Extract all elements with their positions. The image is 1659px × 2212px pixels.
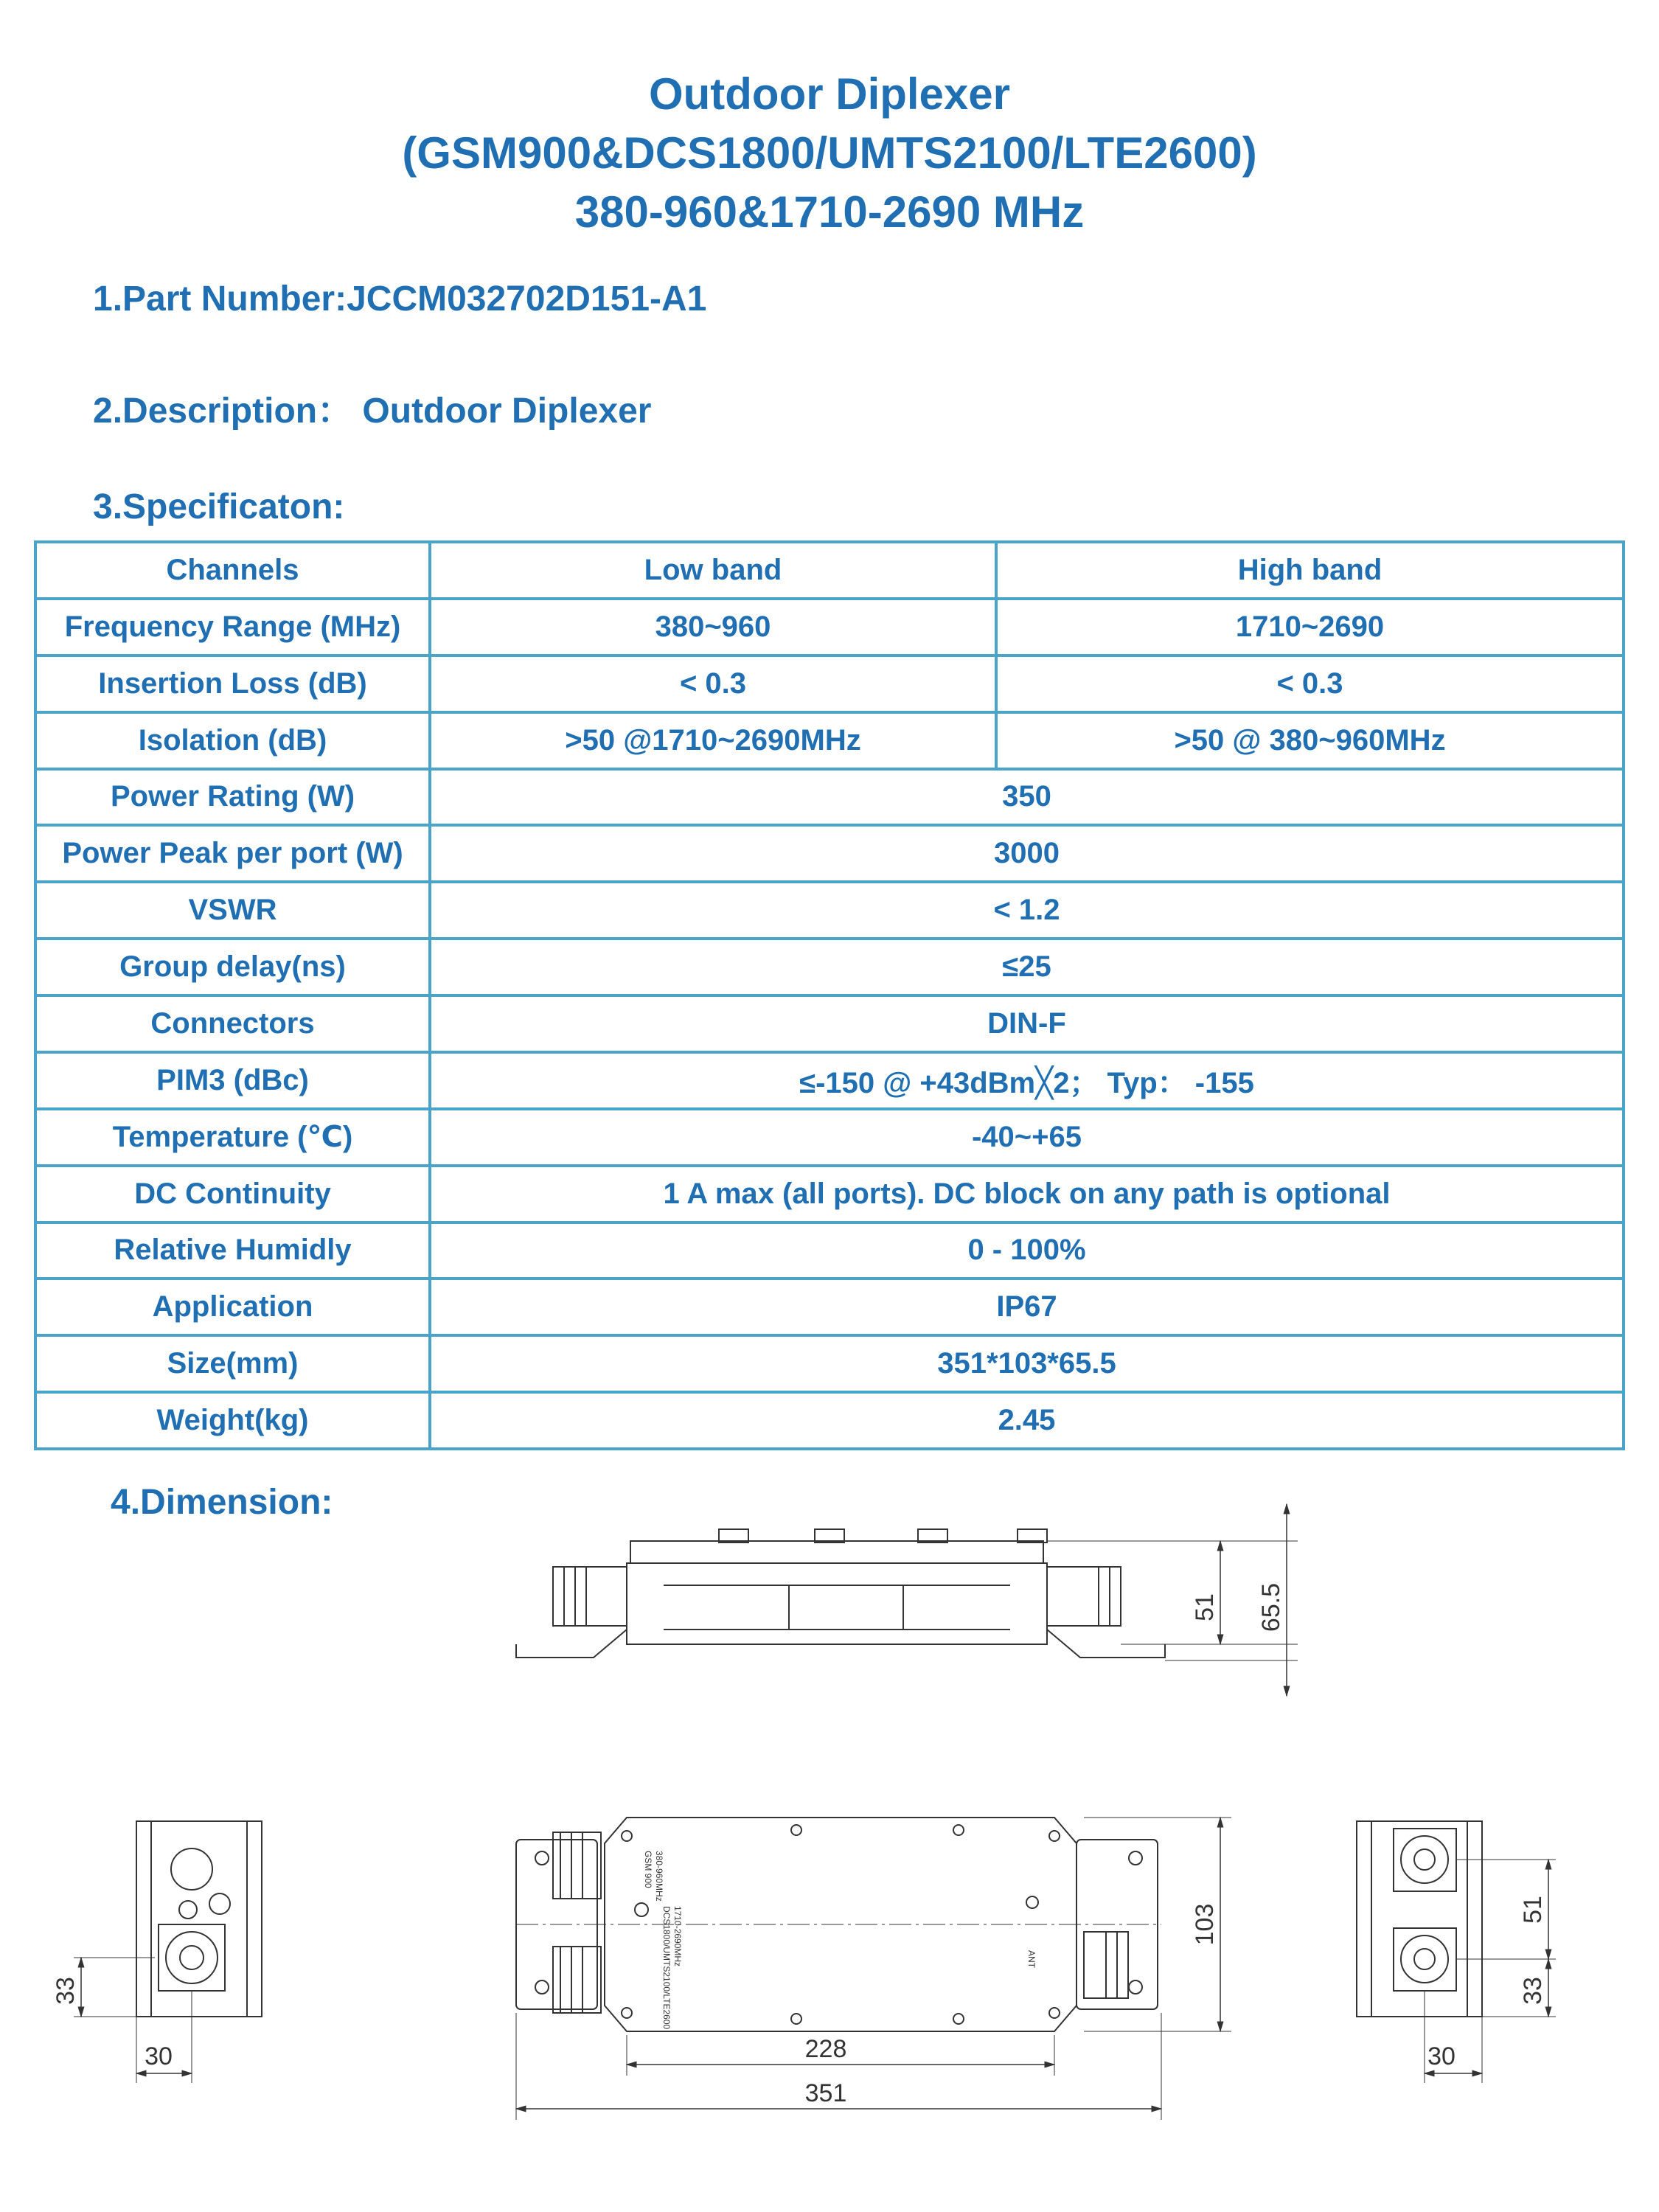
side-view-top-rail — [630, 1541, 1043, 1563]
row-value: < 1.2 — [430, 882, 1624, 939]
side-view-body — [627, 1563, 1047, 1644]
low-band-value: < 0.3 — [430, 655, 996, 712]
row-label: Power Peak per port (W) — [35, 825, 430, 882]
low-band-value: >50 @1710~2690MHz — [430, 712, 996, 769]
header-channels: Channels — [35, 542, 430, 599]
dim-side-51: 51 — [1191, 1593, 1219, 1621]
row-label: Size(mm) — [35, 1335, 430, 1392]
header-high-band: High band — [996, 542, 1624, 599]
dim-side-65-5: 65.5 — [1257, 1582, 1285, 1632]
row-label: PIM3 (dBc) — [35, 1052, 430, 1109]
row-value: 0 - 100% — [430, 1222, 1624, 1279]
label-gsm: GSM 900 — [643, 1851, 653, 1888]
side-view-bracket-left — [516, 1630, 627, 1658]
end-view-left-port-upper — [171, 1848, 212, 1890]
description: 2.Description： Outdoor Diplexer — [93, 392, 652, 431]
top-view — [516, 1818, 1231, 2120]
row-label: Power Rating (W) — [35, 769, 430, 826]
row-value: ≤25 — [430, 939, 1624, 995]
label-dcs-range: 1710-2690MHz — [672, 1906, 683, 1967]
end-view-right-connector-lower — [1394, 1928, 1456, 1991]
dimension-heading: 4.Dimension: — [111, 1483, 333, 1522]
row-value: DIN-F — [430, 995, 1624, 1052]
dim-top-103: 103 — [1191, 1903, 1219, 1946]
dim-right-33: 33 — [1519, 1977, 1547, 2005]
row-value: 2.45 — [430, 1392, 1624, 1449]
row-label: Connectors — [35, 995, 430, 1052]
low-band-value: 380~960 — [430, 599, 996, 655]
row-label: Weight(kg) — [35, 1392, 430, 1449]
label-ant: ANT — [1026, 1950, 1037, 1968]
dim-top-228: 228 — [804, 2035, 847, 2063]
row-label: Application — [35, 1279, 430, 1335]
header-low-band: Low band — [430, 542, 996, 599]
row-label: Insertion Loss (dB) — [35, 655, 430, 712]
row-value: -40~+65 — [430, 1109, 1624, 1166]
dim-right-51: 51 — [1519, 1896, 1547, 1924]
dim-top-351: 351 — [804, 2079, 847, 2107]
dim-left-30: 30 — [145, 2042, 173, 2070]
title-line-3: 380-960&1710-2690 MHz — [574, 187, 1085, 237]
row-label: Group delay(ns) — [35, 939, 430, 995]
part-number: 1.Part Number:JCCM032702D151-A1 — [93, 279, 707, 319]
dim-left-33: 33 — [52, 1977, 80, 2005]
row-value: 351*103*65.5 — [430, 1335, 1624, 1392]
row-value: ≤-150 @ +43dBm╳2； Typ： -155 — [430, 1052, 1624, 1109]
label-gsm-range: 380-960MHz — [654, 1851, 664, 1902]
row-value: 3000 — [430, 825, 1624, 882]
row-label: Isolation (dB) — [35, 712, 430, 769]
row-label: VSWR — [35, 882, 430, 939]
title-line-1: Outdoor Diplexer — [648, 69, 1011, 119]
row-label: Temperature (℃) — [35, 1109, 430, 1166]
dim-right-30: 30 — [1427, 2042, 1455, 2070]
row-label: Relative Humidly — [35, 1222, 430, 1279]
specification-heading: 3.Specificaton: — [93, 487, 345, 526]
row-value: 1 A max (all ports). DC block on any path is optional — [430, 1166, 1624, 1222]
row-label: Frequency Range (MHz) — [35, 599, 430, 655]
end-view-left-connector-square — [159, 1924, 225, 1991]
row-value: IP67 — [430, 1279, 1624, 1335]
side-view — [516, 1504, 1298, 1696]
high-band-value: >50 @ 380~960MHz — [996, 712, 1624, 769]
high-band-value: 1710~2690 — [996, 599, 1624, 655]
side-view-bracket-right — [1047, 1630, 1165, 1658]
row-value: 350 — [430, 769, 1624, 826]
high-band-value: < 0.3 — [996, 655, 1624, 712]
title-line-2: (GSM900&DCS1800/UMTS2100/LTE2600) — [402, 128, 1257, 178]
row-label: DC Continuity — [35, 1166, 430, 1222]
label-dcs: DCS1800/UMTS2100/LTE2600 — [661, 1906, 672, 2030]
end-view-right — [1357, 1821, 1556, 2083]
end-view-right-connector-upper — [1394, 1829, 1456, 1891]
